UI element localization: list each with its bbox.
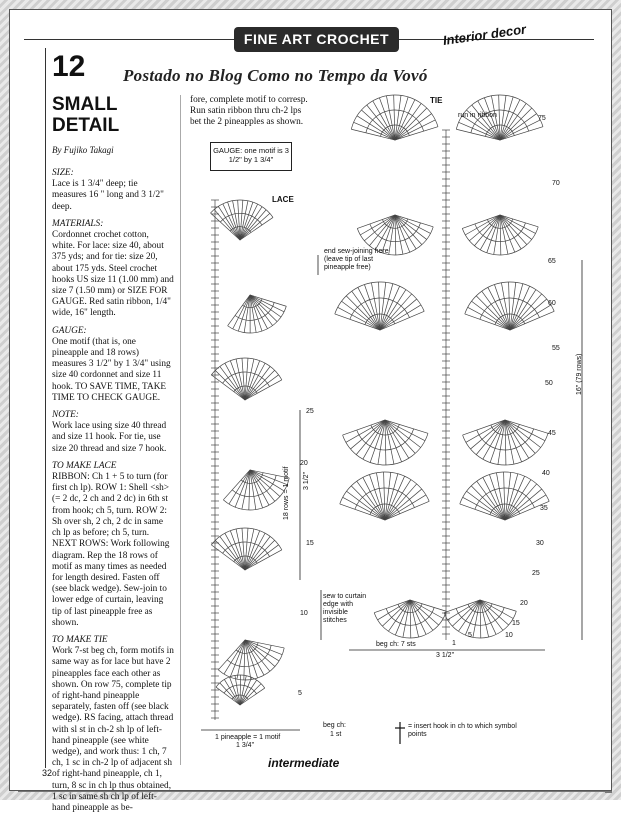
pattern-title-line1: SMALL [52,94,119,115]
row-mark: 20 [520,600,528,608]
end-sew-label: end sew-joining here (leave tip of last pineapple free) [324,248,404,272]
lace-rows-label: 18 rows = 1 motif [283,460,291,520]
size-heading: SIZE: [52,168,174,179]
row-mark: 40 [542,470,550,478]
tie-fan-top-left [351,95,438,140]
insert-hook-label: = insert hook in ch to which symbol points [408,723,518,739]
lace-fan-2 [211,358,282,400]
materials-text: Cordonnet crochet cotton, white. For lace: size 40, about 375 yds; and for tie: size 20, about 175 yds. Steel crochet hooks US size 11 (1.00 mm) and size 7 (1.50 mm) or SIZE FOR GAUGE. Red satin ribbon, 1/4" wide, 16" length. [52,230,174,320]
lace-beg-ch-label: beg ch: [323,722,346,730]
row-mark: 75 [538,115,546,123]
materials-heading: MATERIALS: [52,219,174,230]
lace-diagram [211,200,290,720]
lace-beg-ch-count: 1 st [330,731,341,739]
page-number: 32 [42,768,52,778]
tie-length-label: 16" (79 rows) [576,354,584,395]
tie-beg-ch-label: beg ch: 7 sts [376,641,416,649]
continued-text: fore, complete motif to corresp. Run satin ribbon thru ch-2 lps bet the 2 pineapples as shown. [190,95,310,128]
gauge-text: One motif (that is, one pineapple and 18 rows) measures 3 1/2" by 1 3/4" using size 40 cordonnet and size 11 hook. TO SAVE TIME, TAKE TIME TO CHECK GAUGE. [52,337,174,404]
gauge-box: GAUGE: one motif is 3 1/2" by 1 3/4" [210,142,292,171]
lace-fan-6 [216,675,265,705]
tie-heading: TO MAKE TIE [52,635,174,646]
header-banner: FINE ART CROCHET [234,27,399,52]
run-ribbon-label: run in ribbon [458,112,498,120]
lace-edge-column [211,200,219,720]
tie-diagram [335,95,554,640]
section-label: Interior decor [442,21,527,48]
row-mark: 45 [548,430,556,438]
tie-fan-3-right [465,282,554,330]
row-mark: 60 [548,300,556,308]
insert-hook-symbol [395,722,405,744]
lace-width-label: 1 3/4" [236,742,254,750]
pattern-title-line2: DETAIL [52,115,119,136]
tie-center-column [442,130,450,640]
row-mark: 10 [505,632,513,640]
byline: By Fujiko Takagi [52,145,114,155]
row-mark: 55 [552,345,560,353]
tie-fan-6-left [374,600,446,638]
sew-curtain-label: sew to curtain edge with invisible stitches [323,593,371,625]
lace-label: LACE [272,195,294,204]
lace-dim-label: 3 1/2" [303,472,311,490]
lace-fan-1 [228,295,287,333]
tie-fan-4-left [343,420,428,465]
row-mark: 1 [452,640,456,648]
tie-label: TIE [430,96,442,105]
row-mark: 25 [532,570,540,578]
row-mark: 25 [306,408,314,416]
lace-text: RIBBON: Ch 1 + 5 to turn (for first ch lp). ROW 1: Shell <sh> (= 2 dc, 2 ch and 2 dc) in 6th st from hook; ch 5, turn. ROW 2: Sh over sh, 2 ch, 2 dc in same ch lp as before; ch 5, turn. NEXT ROWS: Work following diagram. Rep the 18 rows of motif as many times as needed for length desired. Fasten off (see black wedge). Sew-join to lower edge of curtain, leaving tip of last pineapple free as shown. [52,472,174,629]
skill-level: intermediate [268,756,339,770]
lace-fan-5 [218,640,284,680]
tie-fan-4-right [463,420,548,465]
pineapple-motif-label: 1 pineapple = 1 motif [215,734,280,742]
row-mark: 35 [540,505,548,513]
pattern-number: 12 [52,50,85,84]
lace-fan-3 [223,470,289,510]
watermark-text: Postado no Blog Como no Tempo da Vovó [123,66,428,86]
note-text: Work lace using size 40 thread and size 11 hook. For tie, use size 20 thread and size 7 hook. [52,421,174,455]
tie-fan-5-left [340,472,429,520]
row-mark: 30 [536,540,544,548]
row-mark: 10 [300,610,308,618]
tie-fan-2-right [462,215,538,255]
lace-fan-4 [211,528,282,570]
gauge-heading: GAUGE: [52,326,174,337]
row-mark: 15 [306,540,314,548]
lace-fan-top [211,200,274,240]
row-mark: 20 [300,460,308,468]
row-mark: 5 [468,632,472,640]
row-mark: 15 [512,620,520,628]
row-mark: 70 [552,180,560,188]
tie-fan-3-left [335,282,424,330]
tie-fan-5-right [460,472,549,520]
lace-heading: TO MAKE LACE [52,461,174,472]
row-mark: 50 [545,380,553,388]
note-heading: NOTE: [52,410,174,421]
row-mark: 65 [548,258,556,266]
tie-width-label: 3 1/2" [436,652,454,660]
row-mark: 5 [298,690,302,698]
tie-text: Work 7-st beg ch, form motifs in same way as for lace but have 2 pineapples face each other as shown. On row 75, complete tip of right-hand pineapple separately, fasten off (see black wedge). RS facing, attach thread with sl st in ch-2 sh lp of left-hand pineapple (see white wedge), and work thus: 1 ch, 7 ch, 1 sc in ch-2 lp of adjacent sh of right-hand pineapple, ch 1, turn, 8 sc in ch lp thus obtained, 1 sc in same sh ch lp of left-hand pineapple as be- [52,646,174,814]
size-text: Lace is 1 3/4" deep; tie measures 16 " long and 3 1/2" deep. [52,179,174,213]
dimension-lines [201,255,582,730]
